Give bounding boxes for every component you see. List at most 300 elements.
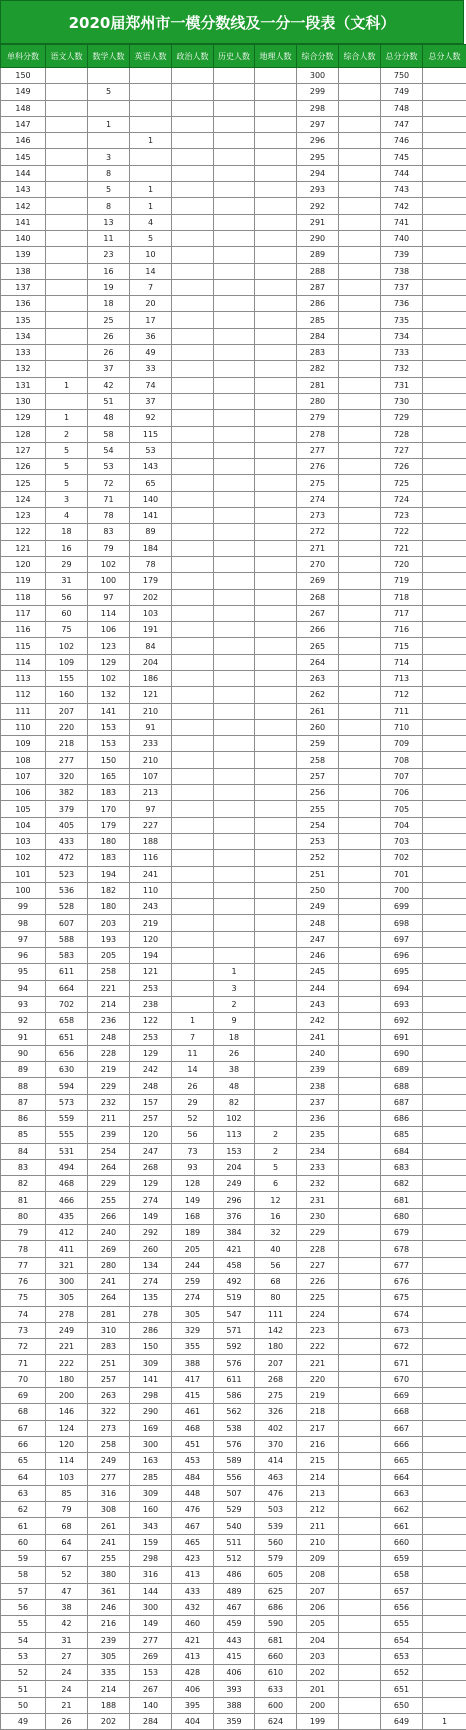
cell-total-count[interactable] <box>423 1388 466 1404</box>
cell-total-count[interactable] <box>423 622 466 638</box>
cell-english-count[interactable]: 91 <box>130 719 172 735</box>
cell-politics-count[interactable]: 1 <box>172 1013 214 1029</box>
cell-math-count[interactable]: 54 <box>88 442 130 458</box>
cell-geography-count[interactable] <box>255 540 297 556</box>
cell-geography-count[interactable]: 370 <box>255 1436 297 1452</box>
cell-total-score[interactable]: 685 <box>381 1127 423 1143</box>
cell-combined-score[interactable]: 299 <box>297 84 339 100</box>
cell-geography-count[interactable] <box>255 556 297 572</box>
cell-combined-count[interactable] <box>339 1192 381 1208</box>
cell-total-count[interactable] <box>423 1632 466 1648</box>
cell-total-count[interactable] <box>423 247 466 263</box>
cell-chinese-count[interactable]: 31 <box>46 1632 88 1648</box>
cell-combined-score[interactable]: 272 <box>297 524 339 540</box>
cell-politics-count[interactable]: 423 <box>172 1551 214 1567</box>
cell-chinese-count[interactable]: 468 <box>46 1176 88 1192</box>
cell-combined-count[interactable] <box>339 1681 381 1697</box>
cell-total-score[interactable]: 692 <box>381 1013 423 1029</box>
cell-geography-count[interactable]: 590 <box>255 1616 297 1632</box>
cell-politics-count[interactable]: 432 <box>172 1599 214 1615</box>
cell-chinese-count[interactable]: 583 <box>46 948 88 964</box>
cell-single-score[interactable]: 59 <box>1 1551 46 1567</box>
cell-total-score[interactable]: 664 <box>381 1469 423 1485</box>
cell-english-count[interactable]: 300 <box>130 1436 172 1452</box>
cell-total-count[interactable] <box>423 133 466 149</box>
cell-politics-count[interactable] <box>172 882 214 898</box>
cell-single-score[interactable]: 79 <box>1 1225 46 1241</box>
cell-english-count[interactable]: 140 <box>130 1697 172 1713</box>
cell-combined-count[interactable] <box>339 931 381 947</box>
cell-chinese-count[interactable]: 79 <box>46 1502 88 1518</box>
cell-math-count[interactable]: 141 <box>88 703 130 719</box>
cell-math-count[interactable]: 214 <box>88 1681 130 1697</box>
cell-politics-count[interactable]: 274 <box>172 1290 214 1306</box>
cell-total-score[interactable]: 719 <box>381 573 423 589</box>
cell-politics-count[interactable] <box>172 605 214 621</box>
cell-combined-score[interactable]: 247 <box>297 931 339 947</box>
cell-single-score[interactable]: 57 <box>1 1583 46 1599</box>
cell-politics-count[interactable]: 11 <box>172 1045 214 1061</box>
cell-math-count[interactable]: 106 <box>88 622 130 638</box>
cell-history-count[interactable] <box>214 556 255 572</box>
cell-math-count[interactable]: 232 <box>88 1094 130 1110</box>
cell-math-count[interactable]: 281 <box>88 1306 130 1322</box>
cell-combined-score[interactable]: 239 <box>297 1062 339 1078</box>
cell-history-count[interactable] <box>214 866 255 882</box>
cell-politics-count[interactable] <box>172 182 214 198</box>
cell-english-count[interactable]: 248 <box>130 1078 172 1094</box>
cell-single-score[interactable]: 91 <box>1 1029 46 1045</box>
cell-chinese-count[interactable] <box>46 393 88 409</box>
cell-chinese-count[interactable]: 594 <box>46 1078 88 1094</box>
cell-geography-count[interactable]: 6 <box>255 1176 297 1192</box>
cell-politics-count[interactable] <box>172 573 214 589</box>
cell-combined-score[interactable]: 222 <box>297 1339 339 1355</box>
cell-history-count[interactable]: 512 <box>214 1551 255 1567</box>
cell-history-count[interactable] <box>214 393 255 409</box>
cell-geography-count[interactable] <box>255 1062 297 1078</box>
cell-total-count[interactable] <box>423 1665 466 1681</box>
cell-geography-count[interactable] <box>255 850 297 866</box>
cell-combined-score[interactable]: 200 <box>297 1697 339 1713</box>
cell-chinese-count[interactable]: 472 <box>46 850 88 866</box>
cell-combined-score[interactable]: 295 <box>297 149 339 165</box>
cell-combined-count[interactable] <box>339 133 381 149</box>
cell-total-count[interactable] <box>423 1208 466 1224</box>
cell-combined-score[interactable]: 221 <box>297 1355 339 1371</box>
cell-single-score[interactable]: 93 <box>1 996 46 1012</box>
cell-math-count[interactable]: 255 <box>88 1551 130 1567</box>
cell-chinese-count[interactable]: 85 <box>46 1485 88 1501</box>
cell-history-count[interactable] <box>214 785 255 801</box>
cell-chinese-count[interactable]: 207 <box>46 703 88 719</box>
cell-combined-count[interactable] <box>339 540 381 556</box>
cell-total-count[interactable] <box>423 426 466 442</box>
cell-geography-count[interactable] <box>255 703 297 719</box>
cell-total-count[interactable] <box>423 1290 466 1306</box>
cell-history-count[interactable]: 2 <box>214 996 255 1012</box>
cell-total-count[interactable] <box>423 1045 466 1061</box>
cell-combined-count[interactable] <box>339 1388 381 1404</box>
cell-english-count[interactable]: 191 <box>130 622 172 638</box>
cell-chinese-count[interactable]: 559 <box>46 1111 88 1127</box>
cell-single-score[interactable]: 120 <box>1 556 46 572</box>
header-single-score[interactable]: 单科分数 <box>1 45 46 68</box>
cell-total-count[interactable] <box>423 508 466 524</box>
cell-combined-count[interactable] <box>339 1371 381 1387</box>
header-chinese-count[interactable]: 语文人数 <box>46 45 88 68</box>
cell-geography-count[interactable] <box>255 882 297 898</box>
cell-math-count[interactable]: 277 <box>88 1469 130 1485</box>
cell-total-score[interactable]: 718 <box>381 589 423 605</box>
cell-combined-count[interactable] <box>339 426 381 442</box>
cell-combined-score[interactable]: 296 <box>297 133 339 149</box>
cell-chinese-count[interactable]: 278 <box>46 1306 88 1322</box>
cell-math-count[interactable]: 193 <box>88 931 130 947</box>
cell-combined-count[interactable] <box>339 1713 381 1729</box>
cell-history-count[interactable]: 48 <box>214 1078 255 1094</box>
cell-chinese-count[interactable]: 433 <box>46 833 88 849</box>
cell-chinese-count[interactable]: 47 <box>46 1583 88 1599</box>
cell-geography-count[interactable] <box>255 214 297 230</box>
cell-politics-count[interactable] <box>172 817 214 833</box>
cell-total-count[interactable] <box>423 1681 466 1697</box>
cell-single-score[interactable]: 127 <box>1 442 46 458</box>
cell-geography-count[interactable] <box>255 442 297 458</box>
cell-combined-score[interactable]: 252 <box>297 850 339 866</box>
cell-geography-count[interactable]: 68 <box>255 1273 297 1289</box>
cell-combined-score[interactable]: 260 <box>297 719 339 735</box>
cell-chinese-count[interactable]: 67 <box>46 1551 88 1567</box>
cell-combined-score[interactable]: 212 <box>297 1502 339 1518</box>
cell-politics-count[interactable] <box>172 426 214 442</box>
cell-total-score[interactable]: 679 <box>381 1225 423 1241</box>
cell-total-count[interactable] <box>423 915 466 931</box>
cell-total-score[interactable]: 680 <box>381 1208 423 1224</box>
cell-history-count[interactable]: 38 <box>214 1062 255 1078</box>
cell-single-score[interactable]: 140 <box>1 230 46 246</box>
cell-single-score[interactable]: 144 <box>1 165 46 181</box>
cell-single-score[interactable]: 100 <box>1 882 46 898</box>
cell-combined-count[interactable] <box>339 1518 381 1534</box>
cell-single-score[interactable]: 116 <box>1 622 46 638</box>
cell-total-score[interactable]: 745 <box>381 149 423 165</box>
cell-english-count[interactable]: 213 <box>130 785 172 801</box>
cell-history-count[interactable]: 586 <box>214 1388 255 1404</box>
cell-combined-score[interactable]: 265 <box>297 638 339 654</box>
cell-politics-count[interactable] <box>172 230 214 246</box>
cell-combined-score[interactable]: 220 <box>297 1371 339 1387</box>
cell-politics-count[interactable]: 56 <box>172 1127 214 1143</box>
cell-total-score[interactable]: 730 <box>381 393 423 409</box>
cell-total-score[interactable]: 706 <box>381 785 423 801</box>
cell-geography-count[interactable] <box>255 589 297 605</box>
cell-math-count[interactable]: 1 <box>88 116 130 132</box>
cell-combined-score[interactable]: 205 <box>297 1616 339 1632</box>
cell-single-score[interactable]: 72 <box>1 1339 46 1355</box>
cell-geography-count[interactable] <box>255 361 297 377</box>
cell-geography-count[interactable]: 686 <box>255 1599 297 1615</box>
cell-history-count[interactable] <box>214 573 255 589</box>
cell-combined-count[interactable] <box>339 1534 381 1550</box>
cell-total-count[interactable] <box>423 719 466 735</box>
cell-geography-count[interactable]: 539 <box>255 1518 297 1534</box>
cell-chinese-count[interactable]: 155 <box>46 670 88 686</box>
cell-politics-count[interactable]: 448 <box>172 1485 214 1501</box>
cell-combined-count[interactable] <box>339 948 381 964</box>
cell-combined-count[interactable] <box>339 1665 381 1681</box>
cell-math-count[interactable]: 310 <box>88 1322 130 1338</box>
cell-chinese-count[interactable]: 26 <box>46 1713 88 1729</box>
cell-combined-score[interactable]: 217 <box>297 1420 339 1436</box>
cell-single-score[interactable]: 73 <box>1 1322 46 1338</box>
cell-geography-count[interactable] <box>255 980 297 996</box>
cell-politics-count[interactable]: 406 <box>172 1681 214 1697</box>
cell-english-count[interactable]: 129 <box>130 1176 172 1192</box>
cell-total-count[interactable] <box>423 345 466 361</box>
cell-combined-score[interactable]: 273 <box>297 508 339 524</box>
cell-combined-score[interactable]: 238 <box>297 1078 339 1094</box>
cell-politics-count[interactable]: 476 <box>172 1502 214 1518</box>
cell-total-score[interactable]: 695 <box>381 964 423 980</box>
cell-combined-count[interactable] <box>339 833 381 849</box>
cell-combined-count[interactable] <box>339 84 381 100</box>
cell-politics-count[interactable] <box>172 296 214 312</box>
cell-total-score[interactable]: 654 <box>381 1632 423 1648</box>
cell-combined-count[interactable] <box>339 1257 381 1273</box>
cell-combined-score[interactable]: 229 <box>297 1225 339 1241</box>
cell-politics-count[interactable] <box>172 247 214 263</box>
cell-math-count[interactable]: 37 <box>88 361 130 377</box>
cell-combined-count[interactable] <box>339 1111 381 1127</box>
cell-politics-count[interactable]: 404 <box>172 1713 214 1729</box>
cell-chinese-count[interactable]: 435 <box>46 1208 88 1224</box>
cell-history-count[interactable] <box>214 491 255 507</box>
cell-total-count[interactable] <box>423 149 466 165</box>
cell-math-count[interactable]: 11 <box>88 230 130 246</box>
cell-combined-count[interactable] <box>339 1436 381 1452</box>
cell-english-count[interactable]: 219 <box>130 915 172 931</box>
cell-politics-count[interactable] <box>172 931 214 947</box>
cell-geography-count[interactable] <box>255 345 297 361</box>
cell-politics-count[interactable] <box>172 866 214 882</box>
cell-total-score[interactable]: 737 <box>381 279 423 295</box>
cell-politics-count[interactable] <box>172 540 214 556</box>
cell-single-score[interactable]: 148 <box>1 100 46 116</box>
cell-total-score[interactable]: 653 <box>381 1648 423 1664</box>
cell-math-count[interactable] <box>88 100 130 116</box>
cell-total-count[interactable] <box>423 1404 466 1420</box>
cell-math-count[interactable]: 241 <box>88 1534 130 1550</box>
cell-combined-count[interactable] <box>339 1469 381 1485</box>
cell-combined-score[interactable]: 276 <box>297 459 339 475</box>
cell-combined-count[interactable] <box>339 1013 381 1029</box>
cell-total-score[interactable]: 678 <box>381 1241 423 1257</box>
cell-total-count[interactable] <box>423 1420 466 1436</box>
cell-single-score[interactable]: 132 <box>1 361 46 377</box>
cell-chinese-count[interactable]: 38 <box>46 1599 88 1615</box>
cell-single-score[interactable]: 110 <box>1 719 46 735</box>
cell-english-count[interactable]: 188 <box>130 833 172 849</box>
cell-total-score[interactable]: 662 <box>381 1502 423 1518</box>
cell-total-count[interactable] <box>423 116 466 132</box>
cell-combined-score[interactable]: 281 <box>297 377 339 393</box>
cell-english-count[interactable]: 120 <box>130 1127 172 1143</box>
cell-total-score[interactable]: 712 <box>381 687 423 703</box>
cell-combined-score[interactable]: 232 <box>297 1176 339 1192</box>
cell-single-score[interactable]: 129 <box>1 410 46 426</box>
cell-math-count[interactable]: 246 <box>88 1599 130 1615</box>
cell-total-score[interactable]: 665 <box>381 1453 423 1469</box>
cell-total-score[interactable]: 703 <box>381 833 423 849</box>
cell-geography-count[interactable] <box>255 1045 297 1061</box>
cell-politics-count[interactable]: 149 <box>172 1192 214 1208</box>
cell-combined-count[interactable] <box>339 573 381 589</box>
cell-total-count[interactable] <box>423 1502 466 1518</box>
cell-math-count[interactable]: 229 <box>88 1078 130 1094</box>
cell-total-count[interactable] <box>423 752 466 768</box>
cell-english-count[interactable]: 97 <box>130 801 172 817</box>
cell-math-count[interactable]: 182 <box>88 882 130 898</box>
cell-politics-count[interactable] <box>172 719 214 735</box>
cell-english-count[interactable]: 298 <box>130 1551 172 1567</box>
cell-total-score[interactable]: 661 <box>381 1518 423 1534</box>
cell-single-score[interactable]: 80 <box>1 1208 46 1224</box>
cell-politics-count[interactable] <box>172 768 214 784</box>
cell-total-count[interactable] <box>423 1192 466 1208</box>
cell-single-score[interactable]: 54 <box>1 1632 46 1648</box>
cell-geography-count[interactable]: 16 <box>255 1208 297 1224</box>
cell-history-count[interactable] <box>214 931 255 947</box>
cell-combined-count[interactable] <box>339 1567 381 1583</box>
cell-chinese-count[interactable] <box>46 116 88 132</box>
cell-english-count[interactable]: 7 <box>130 279 172 295</box>
cell-total-score[interactable]: 721 <box>381 540 423 556</box>
cell-math-count[interactable]: 3 <box>88 149 130 165</box>
cell-chinese-count[interactable]: 146 <box>46 1404 88 1420</box>
cell-combined-count[interactable] <box>339 1208 381 1224</box>
cell-total-score[interactable]: 672 <box>381 1339 423 1355</box>
cell-math-count[interactable]: 23 <box>88 247 130 263</box>
cell-math-count[interactable]: 114 <box>88 605 130 621</box>
cell-chinese-count[interactable]: 60 <box>46 605 88 621</box>
cell-chinese-count[interactable]: 200 <box>46 1388 88 1404</box>
cell-single-score[interactable]: 119 <box>1 573 46 589</box>
cell-politics-count[interactable]: 421 <box>172 1632 214 1648</box>
cell-english-count[interactable]: 74 <box>130 377 172 393</box>
cell-geography-count[interactable] <box>255 149 297 165</box>
cell-total-score[interactable]: 688 <box>381 1078 423 1094</box>
cell-single-score[interactable]: 123 <box>1 508 46 524</box>
cell-history-count[interactable] <box>214 68 255 84</box>
cell-politics-count[interactable] <box>172 785 214 801</box>
cell-single-score[interactable]: 89 <box>1 1062 46 1078</box>
cell-english-count[interactable]: 309 <box>130 1355 172 1371</box>
cell-english-count[interactable]: 169 <box>130 1420 172 1436</box>
cell-chinese-count[interactable] <box>46 279 88 295</box>
cell-combined-count[interactable] <box>339 328 381 344</box>
cell-english-count[interactable]: 233 <box>130 736 172 752</box>
cell-chinese-count[interactable]: 1 <box>46 410 88 426</box>
cell-total-count[interactable] <box>423 1616 466 1632</box>
cell-history-count[interactable] <box>214 508 255 524</box>
cell-chinese-count[interactable] <box>46 312 88 328</box>
cell-total-score[interactable]: 697 <box>381 931 423 947</box>
cell-single-score[interactable]: 55 <box>1 1616 46 1632</box>
cell-history-count[interactable] <box>214 833 255 849</box>
cell-single-score[interactable]: 68 <box>1 1404 46 1420</box>
cell-combined-score[interactable]: 282 <box>297 361 339 377</box>
cell-combined-count[interactable] <box>339 524 381 540</box>
cell-combined-count[interactable] <box>339 1225 381 1241</box>
cell-total-count[interactable] <box>423 801 466 817</box>
cell-geography-count[interactable] <box>255 719 297 735</box>
cell-single-score[interactable]: 121 <box>1 540 46 556</box>
cell-total-count[interactable] <box>423 361 466 377</box>
cell-history-count[interactable]: 519 <box>214 1290 255 1306</box>
cell-total-score[interactable]: 652 <box>381 1665 423 1681</box>
cell-combined-count[interactable] <box>339 1176 381 1192</box>
cell-chinese-count[interactable]: 321 <box>46 1257 88 1273</box>
cell-math-count[interactable]: 211 <box>88 1111 130 1127</box>
cell-geography-count[interactable] <box>255 508 297 524</box>
cell-geography-count[interactable] <box>255 328 297 344</box>
header-total-count[interactable]: 总分人数 <box>423 45 466 68</box>
cell-combined-count[interactable] <box>339 1094 381 1110</box>
cell-combined-score[interactable]: 278 <box>297 426 339 442</box>
cell-geography-count[interactable]: 2 <box>255 1143 297 1159</box>
cell-single-score[interactable]: 130 <box>1 393 46 409</box>
cell-history-count[interactable] <box>214 100 255 116</box>
cell-total-count[interactable] <box>423 1241 466 1257</box>
cell-combined-count[interactable] <box>339 1143 381 1159</box>
cell-total-score[interactable]: 699 <box>381 899 423 915</box>
cell-geography-count[interactable] <box>255 182 297 198</box>
cell-combined-score[interactable]: 255 <box>297 801 339 817</box>
cell-combined-count[interactable] <box>339 801 381 817</box>
cell-total-count[interactable] <box>423 1697 466 1713</box>
cell-single-score[interactable]: 109 <box>1 736 46 752</box>
cell-english-count[interactable]: 292 <box>130 1225 172 1241</box>
cell-history-count[interactable]: 296 <box>214 1192 255 1208</box>
cell-politics-count[interactable]: 417 <box>172 1371 214 1387</box>
cell-combined-count[interactable] <box>339 866 381 882</box>
cell-combined-count[interactable] <box>339 1502 381 1518</box>
cell-single-score[interactable]: 117 <box>1 605 46 621</box>
cell-geography-count[interactable] <box>255 230 297 246</box>
cell-geography-count[interactable] <box>255 1013 297 1029</box>
cell-politics-count[interactable] <box>172 801 214 817</box>
cell-math-count[interactable]: 79 <box>88 540 130 556</box>
cell-english-count[interactable]: 92 <box>130 410 172 426</box>
cell-single-score[interactable]: 145 <box>1 149 46 165</box>
cell-history-count[interactable]: 3 <box>214 980 255 996</box>
cell-combined-count[interactable] <box>339 247 381 263</box>
cell-combined-score[interactable]: 291 <box>297 214 339 230</box>
cell-politics-count[interactable]: 453 <box>172 1453 214 1469</box>
cell-combined-count[interactable] <box>339 1273 381 1289</box>
cell-total-count[interactable] <box>423 996 466 1012</box>
cell-geography-count[interactable] <box>255 670 297 686</box>
cell-combined-count[interactable] <box>339 1583 381 1599</box>
cell-history-count[interactable]: 204 <box>214 1159 255 1175</box>
cell-politics-count[interactable]: 355 <box>172 1339 214 1355</box>
cell-politics-count[interactable]: 168 <box>172 1208 214 1224</box>
cell-history-count[interactable] <box>214 328 255 344</box>
cell-combined-count[interactable] <box>339 556 381 572</box>
cell-single-score[interactable]: 49 <box>1 1713 46 1729</box>
cell-combined-count[interactable] <box>339 817 381 833</box>
